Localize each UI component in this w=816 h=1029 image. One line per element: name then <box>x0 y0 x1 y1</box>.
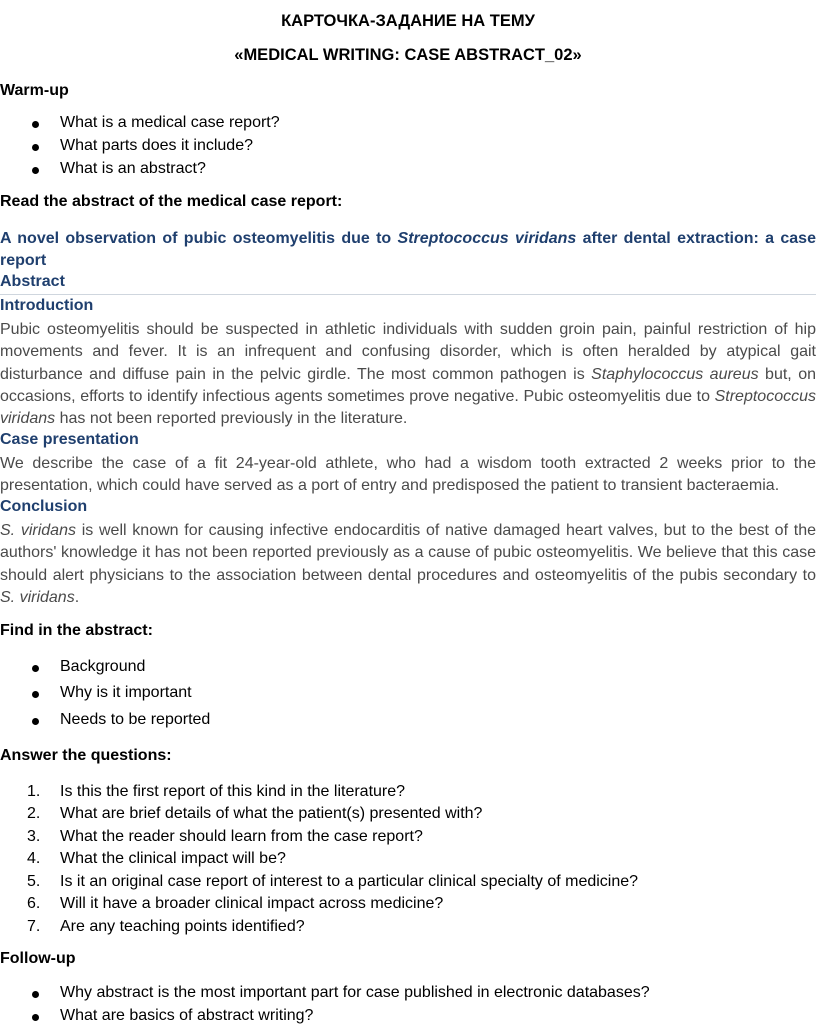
case-presentation-label: Case presentation <box>0 431 139 448</box>
text-run: but, on occasions, efforts to identify infectious agents sometimes prove negative. Pubic osteomyelitis due to <box>0 365 816 405</box>
list-number: 7. <box>27 918 41 935</box>
case-presentation-text: We describe the case of a fit 24-year-old athlete, who had a wisdom tooth extracted 2 weeks prior to the presentation, which could have served as a port of entry and predisposed the patient to transient bacteraemia. <box>0 455 816 495</box>
list-item: Are any teaching points identified? <box>60 918 305 935</box>
list-item: Why is it important <box>60 684 192 701</box>
list-item: What is an abstract? <box>60 160 206 177</box>
introduction-label: Introduction <box>0 297 94 314</box>
list-number: 1. <box>27 783 41 800</box>
organism-name: S. viridans <box>0 588 75 606</box>
list-item: Will it have a broader clinical impact across medicine? <box>60 895 444 912</box>
text-run: Pubic osteomyelitis should be suspected in athletic individuals with sudden groin pain, painful restriction of hip movements and fever. It is an infrequent and confusing disorder, which is often heralded by atypical gait disturbance and diffuse pain in the pelvic girdle. The most common pathogen is <box>0 321 816 383</box>
title-line-2: «MEDICAL WRITING: CASE ABSTRACT_02» <box>234 46 582 64</box>
bullet-icon <box>32 691 39 698</box>
conclusion-label: Conclusion <box>0 498 88 515</box>
title-line-1: КАРТОЧКА-ЗАДАНИЕ НА ТЕМУ <box>281 12 535 30</box>
bullet-icon <box>32 121 39 128</box>
list-item: Background <box>60 658 146 675</box>
article-title-part: A novel observation of pubic osteomyelitis due to <box>0 230 392 247</box>
warmup-heading: Warm-up <box>0 82 69 99</box>
abstract-label: Abstract <box>0 273 65 290</box>
organism-name: Staphylococcus aureus <box>591 365 759 383</box>
list-item: What parts does it include? <box>60 137 253 154</box>
list-item: Is this the first report of this kind in the literature? <box>60 783 406 800</box>
bullet-icon <box>32 718 39 725</box>
find-heading: Find in the abstract: <box>0 622 153 639</box>
read-heading: Read the abstract of the medical case report: <box>0 193 343 210</box>
list-item: What is a medical case report? <box>60 114 280 131</box>
text-run: has not been reported previously in the literature. <box>55 410 408 428</box>
list-item: Needs to be reported <box>60 711 211 728</box>
list-item: What are brief details of what the patient(s) presented with? <box>60 805 483 822</box>
bullet-icon <box>32 991 39 998</box>
text-run: . <box>74 588 80 606</box>
bullet-icon <box>32 167 39 174</box>
list-item: What are basics of abstract writing? <box>60 1007 314 1024</box>
organism-name: S. viridans <box>0 522 76 539</box>
list-number: 4. <box>27 850 41 867</box>
conclusion-text <box>0 520 816 609</box>
followup-heading: Follow-up <box>0 950 76 967</box>
text-run: is well known for causing infective endocarditis of native damaged heart valves, but to the best of the authors' knowledge it has not been reported previously as a cause of pubic osteomyelitis. We believe that this case should alert physicians to the association between dental procedures and osteomyelitis of the pubis secondary to <box>0 522 816 584</box>
article-title-part: after dental extraction: a case report <box>0 230 816 269</box>
list-number: 2. <box>27 805 41 822</box>
list-item: Is it an original case report of interest to a particular clinical specialty of medicine? <box>60 873 639 890</box>
answer-heading: Answer the questions: <box>0 747 172 764</box>
bullet-icon <box>32 144 39 151</box>
list-item: What the clinical impact will be? <box>60 850 286 867</box>
list-item: Why abstract is the most important part for case published in electronic databases? <box>60 984 650 1001</box>
list-number: 3. <box>27 828 41 845</box>
article-title <box>0 228 816 272</box>
bullet-icon <box>32 665 39 672</box>
article-title-organism: Streptococcus viridans <box>397 230 577 247</box>
list-number: 5. <box>27 873 41 890</box>
list-number: 6. <box>27 895 41 912</box>
introduction-text <box>0 319 816 430</box>
organism-name: Streptococcus viridans <box>0 387 816 428</box>
bullet-icon <box>32 1014 39 1021</box>
list-item: What the reader should learn from the case report? <box>60 828 423 845</box>
divider <box>0 294 816 295</box>
